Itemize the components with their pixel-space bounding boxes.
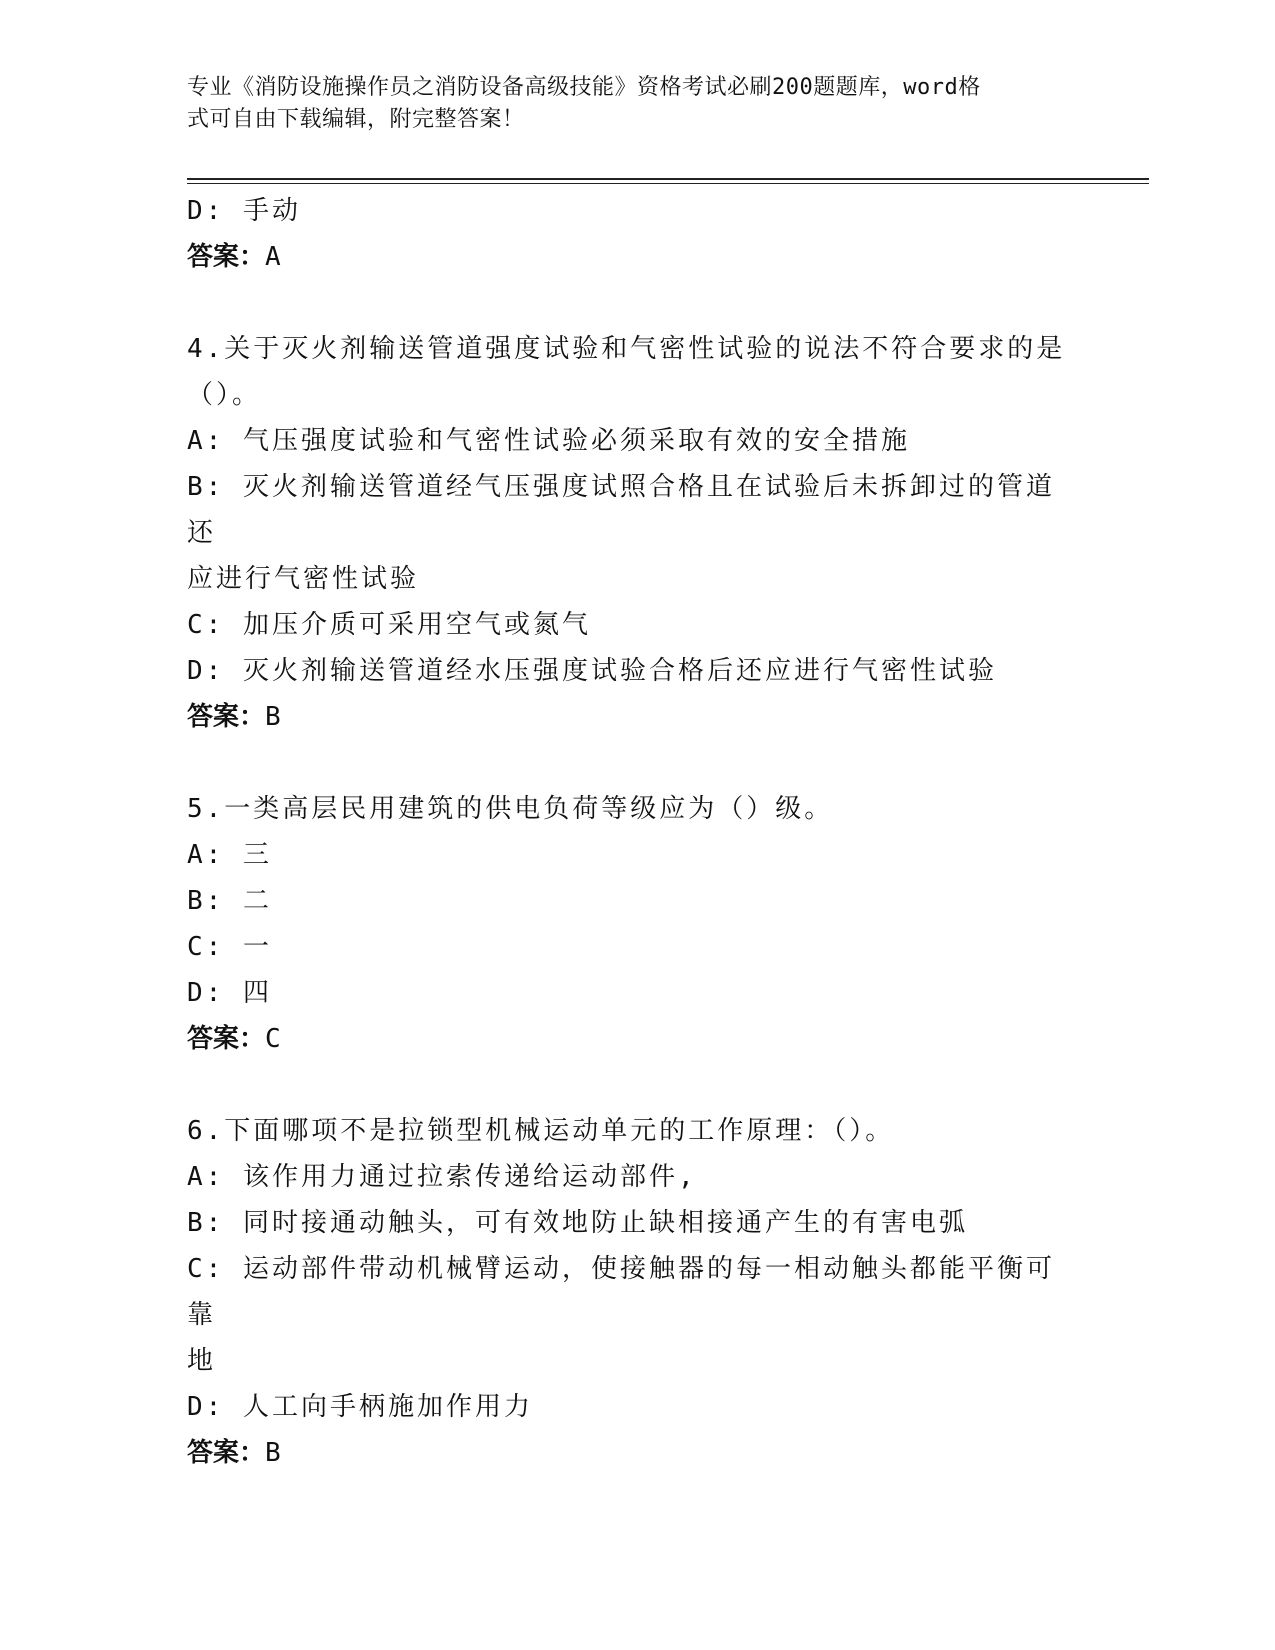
answer-value: C bbox=[265, 1024, 282, 1054]
question-stem: 6.下面哪项不是拉锁型机械运动单元的工作原理：（）。 bbox=[187, 1116, 895, 1146]
question-content bbox=[187, 188, 1067, 1476]
answer-label: 答案： bbox=[187, 242, 266, 272]
header-line-1: 专业《消防设施操作员之消防设备高级技能》资格考试必刷200题题库，word格 bbox=[187, 75, 981, 100]
answer-value: A bbox=[265, 242, 282, 272]
answer-label: 答案： bbox=[187, 1438, 266, 1468]
option-b: B: 同时接通动触头，可有效地防止缺相接通产生的有害电弧 bbox=[187, 1208, 968, 1238]
header-divider-thin bbox=[187, 183, 1149, 184]
answer-line bbox=[187, 234, 1067, 280]
answer-label: 答案： bbox=[187, 1024, 266, 1054]
option-c: C: 运动部件带动机械臂运动，使接触器的每一相动触头都能平衡可靠 bbox=[187, 1254, 1055, 1330]
question-6 bbox=[187, 1108, 1067, 1476]
option-d: D: 人工向手柄施加作用力 bbox=[187, 1392, 533, 1422]
header-line-2: 式可自由下载编辑，附完整答案！ bbox=[187, 107, 525, 132]
answer-line bbox=[187, 694, 1067, 740]
question-stem: 5.一类高层民用建筑的供电负荷等级应为（）级。 bbox=[187, 794, 834, 824]
option-d: D: 四 bbox=[187, 978, 272, 1008]
previous-question-tail bbox=[187, 188, 1067, 280]
option-c: C: 加压介质可采用空气或氮气 bbox=[187, 610, 591, 640]
option-b: B: 二 bbox=[187, 886, 272, 916]
answer-value: B bbox=[265, 702, 282, 732]
option-c-continued: 地 bbox=[187, 1346, 217, 1376]
question-5 bbox=[187, 786, 1067, 1062]
spacer bbox=[187, 740, 1067, 786]
question-stem-continued: （）。 bbox=[187, 380, 262, 410]
option-b-continued: 应进行气密性试验 bbox=[187, 564, 420, 594]
answer-value: B bbox=[265, 1438, 282, 1468]
answer-label: 答案： bbox=[187, 702, 266, 732]
question-stem: 4.关于灭火剂输送管道强度试验和气密性试验的说法不符合要求的是 bbox=[187, 334, 1066, 364]
option-c: C: 一 bbox=[187, 932, 272, 962]
option-a: A: 气压强度试验和气密性试验必须采取有效的安全措施 bbox=[187, 426, 910, 456]
answer-line bbox=[187, 1016, 1067, 1062]
document-header bbox=[187, 72, 1067, 136]
answer-line bbox=[187, 1430, 1067, 1476]
option-a: A: 三 bbox=[187, 840, 272, 870]
option-d: D: 手动 bbox=[187, 196, 301, 226]
spacer bbox=[187, 280, 1067, 326]
option-d: D: 灭火剂输送管道经水压强度试验合格后还应进行气密性试验 bbox=[187, 656, 997, 686]
spacer bbox=[187, 1062, 1067, 1108]
option-a: A: 该作用力通过拉索传递给运动部件, bbox=[187, 1162, 697, 1192]
option-b: B: 灭火剂输送管道经气压强度试照合格且在试验后未拆卸过的管道还 bbox=[187, 472, 1055, 548]
header-divider-thick bbox=[187, 178, 1149, 180]
question-4 bbox=[187, 326, 1067, 740]
